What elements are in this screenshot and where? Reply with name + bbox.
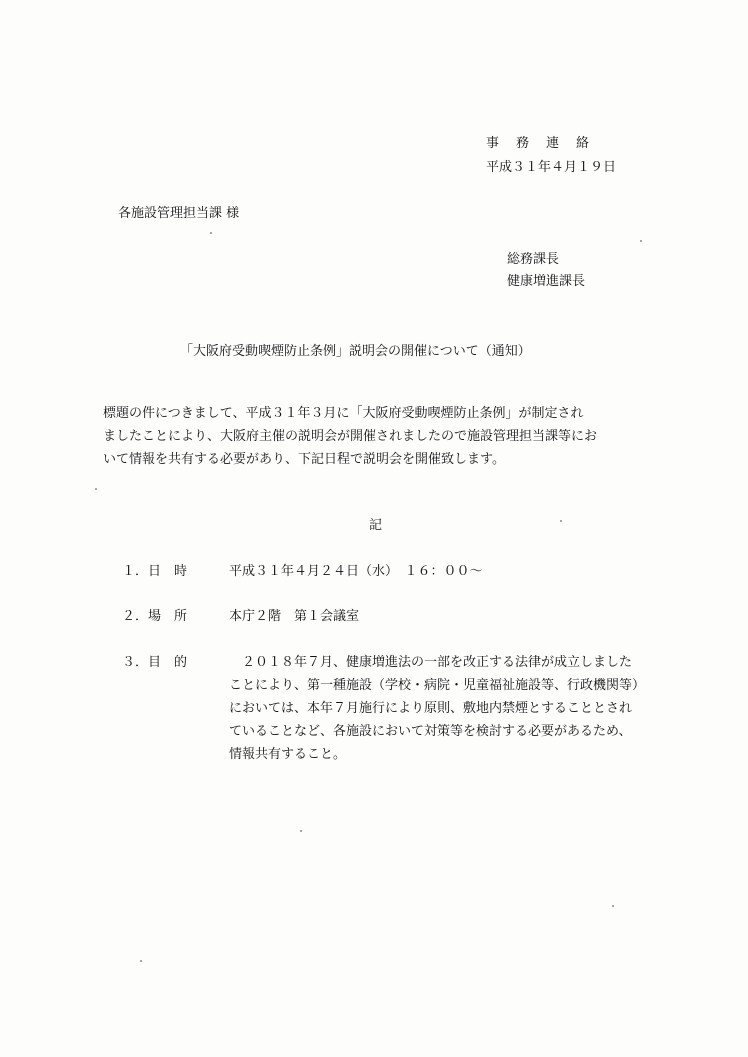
ki-heading: 記: [369, 518, 383, 533]
item-purpose-label: ３．目 的: [122, 655, 188, 670]
scan-speck: [210, 232, 212, 234]
body-line: いて情報を共有する必要があり、下記日程で説明会を開催致します。: [103, 452, 505, 467]
addressee: 各施設管理担当課 様: [118, 206, 240, 221]
item-purpose-value: [229, 651, 649, 766]
scan-speck: [612, 905, 614, 907]
scan-speck: [300, 830, 302, 832]
scan-speck: [140, 960, 142, 962]
body-line: 標題の件につきまして、平成３１年３月に「大阪府受動喫煙防止条例」が制定され: [103, 406, 584, 421]
item-datetime-label: １．日 時: [122, 564, 188, 579]
document-type: 事務連絡: [486, 136, 607, 151]
item-place-value: 本庁２階 第１会議室: [229, 609, 360, 624]
item-datetime-value: 平成３１年４月２４日（水） １６：００～: [229, 564, 483, 579]
scan-speck: [560, 520, 562, 522]
item-place-label: ２．場 所: [122, 609, 188, 624]
document-date: 平成３１年４月１９日: [486, 160, 617, 175]
purpose-line: ていることなど、各施設において対策等を検討する必要があるため、: [229, 724, 632, 739]
purpose-line: ことにより、第一種施設（学校・病院・児童福祉施設等、行政機関等）: [229, 678, 646, 693]
purpose-line: においては、本年７月施行により原則、敷地内禁煙とすることとされ: [229, 701, 633, 716]
body-paragraph: [103, 402, 623, 471]
purpose-line: ２０１８年７月、健康増進法の一部を改正する法律が成立しました: [229, 655, 633, 670]
purpose-line: 情報共有すること。: [229, 747, 347, 762]
body-line: ましたことにより、大阪府主催の説明会が開催されましたので施設管理担当課等にお: [103, 429, 598, 444]
scan-speck: [640, 240, 642, 242]
sender-general-affairs: 総務課長: [507, 252, 560, 267]
scan-speck: [95, 488, 97, 490]
document-subject: 「大阪府受動喫煙防止条例」説明会の開催について（通知）: [180, 344, 531, 359]
sender-health-promotion: 健康増進課長: [507, 274, 586, 289]
